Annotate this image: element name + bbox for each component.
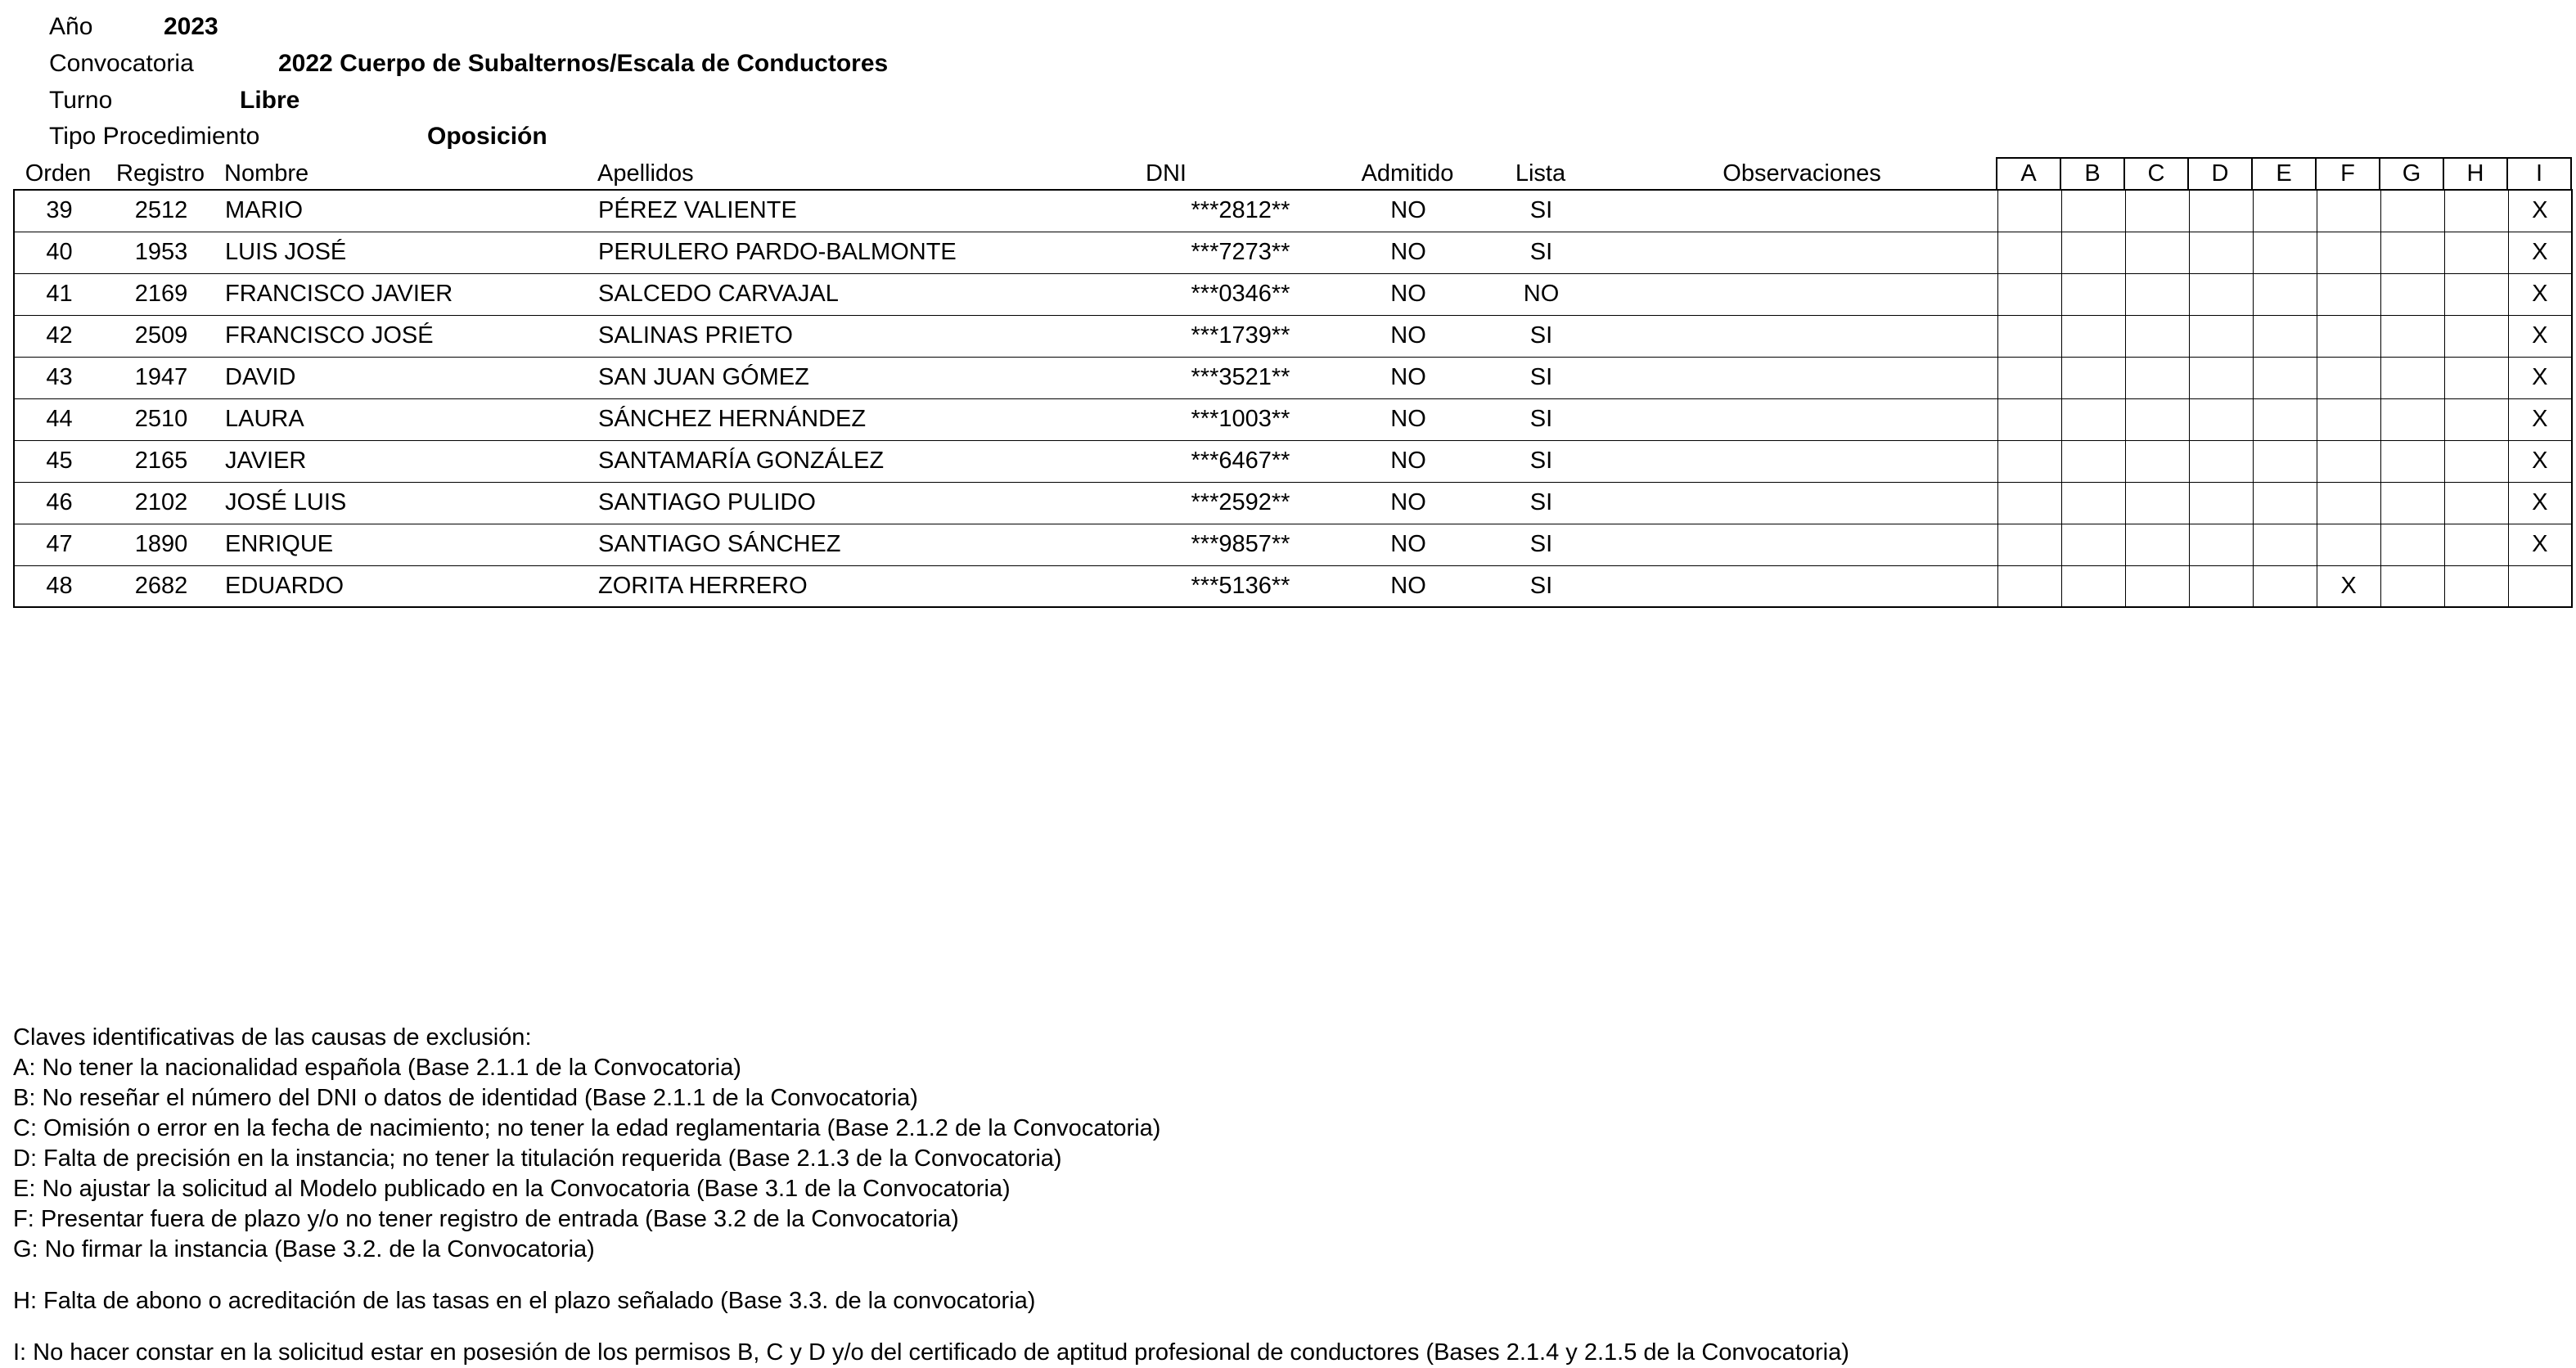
table-row xyxy=(14,190,2572,232)
cell-cause-e xyxy=(2253,482,2317,524)
table-row xyxy=(14,440,2572,482)
cell-cause-b xyxy=(2061,190,2125,232)
cell-nombre: EDUARDO xyxy=(218,565,595,607)
cell-cause-b xyxy=(2061,232,2125,273)
cell-cause-g xyxy=(2380,315,2444,357)
cell-orden: 46 xyxy=(14,482,104,524)
cell-registro: 2510 xyxy=(104,398,218,440)
cell-lista: SI xyxy=(1474,565,1609,607)
column-header-cause-c: C xyxy=(2124,158,2188,189)
cell-apellidos: PÉREZ VALIENTE xyxy=(595,190,1138,232)
cell-cause-d xyxy=(2189,440,2253,482)
table-header-row xyxy=(13,158,2571,189)
cell-cause-d xyxy=(2189,565,2253,607)
table-row xyxy=(14,524,2572,565)
column-header-cause-h: H xyxy=(2443,158,2507,189)
cell-cause-d xyxy=(2189,398,2253,440)
legend-item: D: Falta de precisión en la instancia; no tener la titulación requerida (Base 2.1.3 de la Convocatoria) xyxy=(13,1145,1062,1172)
table-row xyxy=(14,315,2572,357)
cell-nombre: FRANCISCO JAVIER xyxy=(218,273,595,315)
cell-orden: 47 xyxy=(14,524,104,565)
cell-cause-h xyxy=(2444,398,2508,440)
cell-cause-g xyxy=(2380,190,2444,232)
cell-lista: SI xyxy=(1474,482,1609,524)
cell-cause-f xyxy=(2317,232,2380,273)
legend-items xyxy=(13,1053,1849,1368)
cell-observaciones xyxy=(1609,315,1997,357)
column-header-cause-d: D xyxy=(2188,158,2252,189)
cell-cause-f xyxy=(2317,315,2380,357)
cell-apellidos: SALINAS PRIETO xyxy=(595,315,1138,357)
cell-lista: NO xyxy=(1474,273,1609,315)
cell-cause-c xyxy=(2125,524,2189,565)
cell-cause-e xyxy=(2253,565,2317,607)
cell-cause-h xyxy=(2444,357,2508,398)
cell-cause-e xyxy=(2253,524,2317,565)
cell-dni: ***2812** xyxy=(1138,190,1343,232)
cell-registro: 1953 xyxy=(104,232,218,273)
cell-apellidos: SANTAMARÍA GONZÁLEZ xyxy=(595,440,1138,482)
cell-cause-i: X xyxy=(2508,482,2572,524)
cell-observaciones xyxy=(1609,190,1997,232)
cell-registro: 2682 xyxy=(104,565,218,607)
cell-cause-d xyxy=(2189,482,2253,524)
cell-cause-g xyxy=(2380,482,2444,524)
cell-cause-b xyxy=(2061,273,2125,315)
cell-nombre: MARIO xyxy=(218,190,595,232)
column-header-orden: Orden xyxy=(25,160,92,187)
cell-cause-g xyxy=(2380,565,2444,607)
cell-apellidos: PERULERO PARDO-BALMONTE xyxy=(595,232,1138,273)
cell-cause-d xyxy=(2189,524,2253,565)
cell-observaciones xyxy=(1609,440,1997,482)
table-row xyxy=(14,273,2572,315)
cell-cause-a xyxy=(1997,440,2061,482)
cell-cause-c xyxy=(2125,398,2189,440)
legend-spacer xyxy=(13,1316,1849,1338)
cell-cause-c xyxy=(2125,190,2189,232)
cell-cause-c xyxy=(2125,232,2189,273)
cell-cause-i: X xyxy=(2508,357,2572,398)
cell-observaciones xyxy=(1609,565,1997,607)
cell-cause-f xyxy=(2317,190,2380,232)
cell-cause-b xyxy=(2061,315,2125,357)
cell-cause-a xyxy=(1997,273,2061,315)
column-header-registro: Registro xyxy=(116,160,205,187)
cell-cause-e xyxy=(2253,440,2317,482)
cell-cause-c xyxy=(2125,273,2189,315)
cell-nombre: FRANCISCO JOSÉ xyxy=(218,315,595,357)
cell-cause-b xyxy=(2061,524,2125,565)
cell-orden: 39 xyxy=(14,190,104,232)
cell-apellidos: SALCEDO CARVAJAL xyxy=(595,273,1138,315)
cell-registro: 1890 xyxy=(104,524,218,565)
cell-cause-g xyxy=(2380,440,2444,482)
cell-lista: SI xyxy=(1474,440,1609,482)
cell-cause-d xyxy=(2189,232,2253,273)
column-header-admitido: Admitido xyxy=(1361,160,1454,187)
legend-item: F: Presentar fuera de plazo y/o no tener registro de entrada (Base 3.2 de la Convocatoria) xyxy=(13,1206,959,1232)
cell-cause-i: X xyxy=(2508,315,2572,357)
cell-dni: ***1739** xyxy=(1138,315,1343,357)
cell-cause-g xyxy=(2380,398,2444,440)
column-header-cause-g: G xyxy=(2380,158,2443,189)
field-turno xyxy=(0,87,2576,121)
cell-cause-f: X xyxy=(2317,565,2380,607)
cell-lista: SI xyxy=(1474,398,1609,440)
cell-nombre: JOSÉ LUIS xyxy=(218,482,595,524)
cell-nombre: ENRIQUE xyxy=(218,524,595,565)
field-tipo-procedimiento-label: Tipo Procedimiento xyxy=(49,123,260,150)
cell-cause-h xyxy=(2444,524,2508,565)
cell-admitido: NO xyxy=(1343,232,1474,273)
field-ano xyxy=(0,13,2576,47)
cell-cause-f xyxy=(2317,273,2380,315)
cell-observaciones xyxy=(1609,482,1997,524)
cell-lista: SI xyxy=(1474,232,1609,273)
column-header-dni: DNI xyxy=(1146,160,1187,187)
cell-lista: SI xyxy=(1474,315,1609,357)
cell-cause-g xyxy=(2380,232,2444,273)
cell-admitido: NO xyxy=(1343,482,1474,524)
cell-lista: SI xyxy=(1474,190,1609,232)
cell-cause-h xyxy=(2444,482,2508,524)
cell-cause-i: X xyxy=(2508,232,2572,273)
cell-cause-f xyxy=(2317,398,2380,440)
column-header-lista: Lista xyxy=(1515,160,1566,187)
legend-title: Claves identificativas de las causas de exclusión: xyxy=(13,1024,532,1051)
cell-admitido: NO xyxy=(1343,315,1474,357)
column-header-cause-f: F xyxy=(2316,158,2380,189)
cell-dni: ***7273** xyxy=(1138,232,1343,273)
cell-nombre: JAVIER xyxy=(218,440,595,482)
cell-cause-g xyxy=(2380,524,2444,565)
field-ano-label: Año xyxy=(49,13,93,40)
field-turno-label: Turno xyxy=(49,87,113,114)
cell-cause-a xyxy=(1997,315,2061,357)
cell-cause-a xyxy=(1997,524,2061,565)
cell-orden: 48 xyxy=(14,565,104,607)
cell-cause-i: X xyxy=(2508,440,2572,482)
cell-cause-h xyxy=(2444,190,2508,232)
cell-lista: SI xyxy=(1474,524,1609,565)
table-row xyxy=(14,565,2572,607)
cell-cause-c xyxy=(2125,440,2189,482)
cell-cause-a xyxy=(1997,357,2061,398)
cell-observaciones xyxy=(1609,273,1997,315)
candidates-table xyxy=(13,157,2573,608)
cell-cause-h xyxy=(2444,565,2508,607)
legend-item: G: No firmar la instancia (Base 3.2. de la Convocatoria) xyxy=(13,1236,595,1262)
cell-lista: SI xyxy=(1474,357,1609,398)
field-tipo-procedimiento-value: Oposición xyxy=(427,123,547,150)
field-ano-value: 2023 xyxy=(164,13,218,40)
cell-cause-b xyxy=(2061,398,2125,440)
cell-observaciones xyxy=(1609,357,1997,398)
cell-cause-i: X xyxy=(2508,190,2572,232)
cell-cause-d xyxy=(2189,190,2253,232)
cell-dni: ***9857** xyxy=(1138,524,1343,565)
cell-dni: ***2592** xyxy=(1138,482,1343,524)
field-convocatoria-label: Convocatoria xyxy=(49,50,194,77)
table-body xyxy=(13,189,2573,608)
field-convocatoria xyxy=(0,50,2576,84)
cell-cause-a xyxy=(1997,482,2061,524)
cell-cause-i: X xyxy=(2508,398,2572,440)
cell-cause-h xyxy=(2444,232,2508,273)
cell-cause-i xyxy=(2508,565,2572,607)
cell-cause-a xyxy=(1997,565,2061,607)
cell-apellidos: SAN JUAN GÓMEZ xyxy=(595,357,1138,398)
cell-cause-e xyxy=(2253,232,2317,273)
cell-cause-e xyxy=(2253,190,2317,232)
field-convocatoria-value: 2022 Cuerpo de Subalternos/Escala de Conductores xyxy=(278,50,889,77)
field-tipo-procedimiento xyxy=(0,123,2576,157)
cell-cause-e xyxy=(2253,398,2317,440)
cell-cause-c xyxy=(2125,565,2189,607)
cell-cause-a xyxy=(1997,232,2061,273)
cell-cause-d xyxy=(2189,357,2253,398)
cell-apellidos: SANTIAGO PULIDO xyxy=(595,482,1138,524)
cell-cause-f xyxy=(2317,440,2380,482)
cell-admitido: NO xyxy=(1343,565,1474,607)
cell-observaciones xyxy=(1609,232,1997,273)
cell-orden: 41 xyxy=(14,273,104,315)
legend-spacer xyxy=(13,1265,1849,1286)
cell-apellidos: ZORITA HERRERO xyxy=(595,565,1138,607)
cell-cause-e xyxy=(2253,357,2317,398)
cell-dni: ***5136** xyxy=(1138,565,1343,607)
legend-item: I: No hacer constar en la solicitud estar en posesión de los permisos B, C y D y/o del certificado de aptitud profesional de conductores (Bases 2.1.4 y 2.1.5 de la Convocatoria) xyxy=(13,1339,1849,1366)
cell-cause-e xyxy=(2253,315,2317,357)
legend-item: C: Omisión o error en la fecha de nacimiento; no tener la edad reglamentaria (Base 2.1.2 de la Convocatoria) xyxy=(13,1115,1161,1141)
cell-admitido: NO xyxy=(1343,398,1474,440)
cell-cause-b xyxy=(2061,565,2125,607)
cell-dni: ***3521** xyxy=(1138,357,1343,398)
exclusion-legend xyxy=(13,1023,1849,1368)
cell-registro: 2169 xyxy=(104,273,218,315)
cell-cause-e xyxy=(2253,273,2317,315)
cell-apellidos: SÁNCHEZ HERNÁNDEZ xyxy=(595,398,1138,440)
cell-cause-f xyxy=(2317,524,2380,565)
cell-cause-c xyxy=(2125,482,2189,524)
cell-orden: 43 xyxy=(14,357,104,398)
legend-item: B: No reseñar el número del DNI o datos de identidad (Base 2.1.1 de la Convocatoria) xyxy=(13,1085,918,1111)
cell-registro: 2512 xyxy=(104,190,218,232)
column-header-cause-i: I xyxy=(2507,158,2571,189)
column-header-cause-b: B xyxy=(2060,158,2124,189)
cell-orden: 42 xyxy=(14,315,104,357)
cell-cause-a xyxy=(1997,190,2061,232)
table-row xyxy=(14,357,2572,398)
cell-cause-b xyxy=(2061,357,2125,398)
cell-registro: 2509 xyxy=(104,315,218,357)
cell-observaciones xyxy=(1609,524,1997,565)
cell-observaciones xyxy=(1609,398,1997,440)
cell-cause-d xyxy=(2189,315,2253,357)
cell-admitido: NO xyxy=(1343,273,1474,315)
legend-item: A: No tener la nacionalidad española (Base 2.1.1 de la Convocatoria) xyxy=(13,1055,741,1081)
cell-dni: ***1003** xyxy=(1138,398,1343,440)
cell-nombre: LUIS JOSÉ xyxy=(218,232,595,273)
table-row xyxy=(14,398,2572,440)
cell-apellidos: SANTIAGO SÁNCHEZ xyxy=(595,524,1138,565)
legend-item: H: Falta de abono o acreditación de las tasas en el plazo señalado (Base 3.3. de la convocatoria) xyxy=(13,1288,1036,1314)
field-turno-value: Libre xyxy=(240,87,300,114)
cell-admitido: NO xyxy=(1343,524,1474,565)
cell-cause-g xyxy=(2380,357,2444,398)
cell-dni: ***0346** xyxy=(1138,273,1343,315)
cell-admitido: NO xyxy=(1343,440,1474,482)
cell-cause-b xyxy=(2061,482,2125,524)
cell-cause-c xyxy=(2125,357,2189,398)
cell-registro: 2165 xyxy=(104,440,218,482)
column-header-observaciones: Observaciones xyxy=(1723,160,1881,187)
table-row xyxy=(14,232,2572,273)
cell-cause-i: X xyxy=(2508,273,2572,315)
cell-nombre: DAVID xyxy=(218,357,595,398)
cell-cause-d xyxy=(2189,273,2253,315)
legend-item: E: No ajustar la solicitud al Modelo publicado en la Convocatoria (Base 3.1 de la Convocatoria) xyxy=(13,1176,1011,1202)
column-header-cause-a: A xyxy=(1997,158,2060,189)
cell-cause-h xyxy=(2444,440,2508,482)
cell-cause-c xyxy=(2125,315,2189,357)
cell-cause-f xyxy=(2317,357,2380,398)
table-row xyxy=(14,482,2572,524)
column-header-nombre: Nombre xyxy=(224,160,309,187)
cell-registro: 1947 xyxy=(104,357,218,398)
cell-orden: 44 xyxy=(14,398,104,440)
cell-cause-f xyxy=(2317,482,2380,524)
cell-admitido: NO xyxy=(1343,190,1474,232)
column-header-cause-e: E xyxy=(2252,158,2316,189)
cell-cause-a xyxy=(1997,398,2061,440)
cell-cause-h xyxy=(2444,315,2508,357)
cell-nombre: LAURA xyxy=(218,398,595,440)
cell-registro: 2102 xyxy=(104,482,218,524)
cell-admitido: NO xyxy=(1343,357,1474,398)
cell-cause-i: X xyxy=(2508,524,2572,565)
cell-orden: 45 xyxy=(14,440,104,482)
cell-cause-h xyxy=(2444,273,2508,315)
cell-cause-b xyxy=(2061,440,2125,482)
table-header xyxy=(13,157,2572,189)
cell-dni: ***6467** xyxy=(1138,440,1343,482)
column-header-apellidos: Apellidos xyxy=(597,160,694,187)
cell-cause-g xyxy=(2380,273,2444,315)
cell-orden: 40 xyxy=(14,232,104,273)
